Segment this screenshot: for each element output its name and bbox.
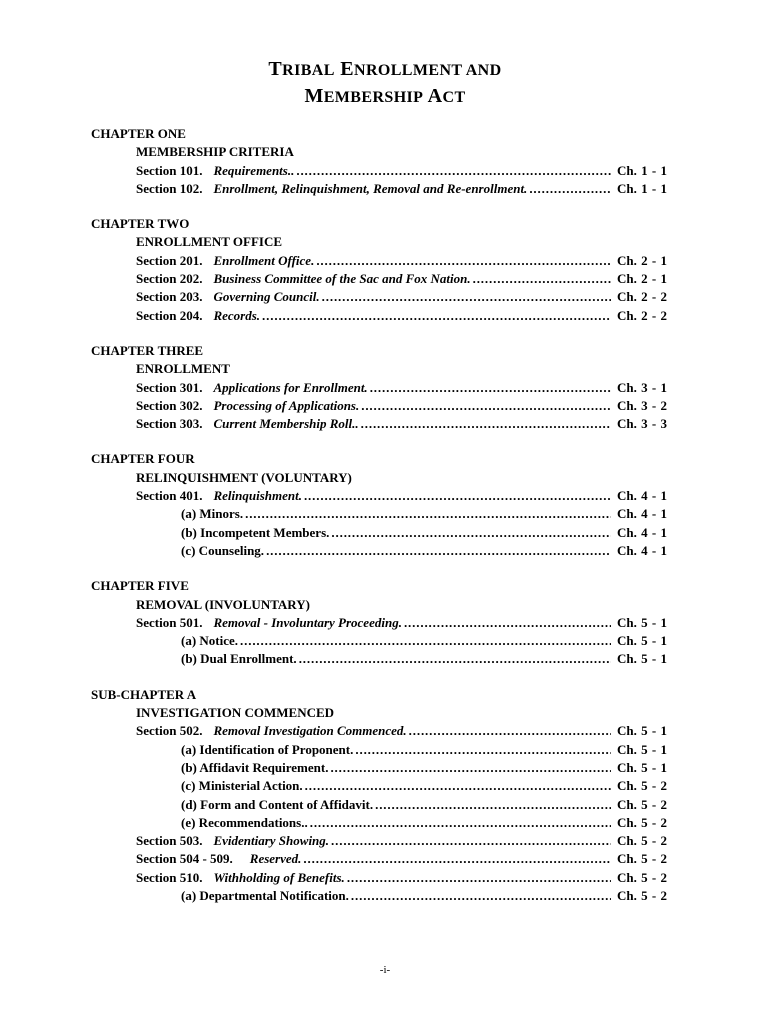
chapter-three (91, 342, 681, 433)
subsection-title: (b) Affidavit Requirement. (181, 759, 329, 775)
page-ref: Ch. 5 - 2 (617, 869, 667, 885)
section-number: Section 401. (136, 488, 203, 504)
page-ref: Ch. 5 - 2 (617, 778, 667, 794)
dot-leader (529, 180, 611, 198)
page-ref: Ch. 2 - 2 (617, 289, 667, 305)
toc-entry-section-203[interactable] (91, 288, 681, 306)
subsection-title: (c) Ministerial Action. (181, 778, 303, 794)
chapter-subheading: REMOVAL (INVOLUNTARY) (136, 596, 310, 612)
chapter-one (91, 125, 681, 198)
dot-leader (361, 397, 611, 415)
toc-entry-section-102[interactable] (91, 180, 681, 198)
page-ref: Ch. 1 - 1 (617, 180, 667, 196)
dot-leader (299, 650, 611, 668)
page-ref: Ch. 5 - 1 (617, 759, 667, 775)
sub-chapter-a (91, 686, 681, 906)
dot-leader (245, 505, 611, 523)
toc-entry-section-204[interactable] (91, 307, 681, 325)
dot-leader (316, 252, 611, 270)
page-ref: Ch. 5 - 1 (617, 633, 667, 649)
page-ref: Ch. 3 - 3 (617, 416, 667, 432)
page-number: -i- (379, 964, 391, 976)
page-ref: Ch. 5 - 2 (617, 887, 667, 903)
section-number: Section 302. (136, 397, 203, 413)
chapter-subheading: RELINQUISHMENT (VOLUNTARY) (136, 469, 352, 485)
page-ref: Ch. 4 - 1 (617, 524, 667, 540)
page-ref: Ch. 1 - 1 (617, 162, 667, 178)
page-ref: Ch. 5 - 1 (617, 614, 667, 630)
dot-leader (331, 524, 611, 542)
toc-entry-section-501[interactable] (91, 614, 681, 632)
section-title: Removal Investigation Commenced. (213, 723, 407, 739)
section-title: Requirements.. (213, 162, 295, 178)
toc-entry-section-201[interactable] (91, 252, 681, 270)
section-number: Section 303. (136, 416, 203, 432)
subsection-title: (a) Notice. (181, 633, 239, 649)
page-ref: Ch. 2 - 2 (617, 307, 667, 323)
subsection-title: (e) Recommendations.. (181, 814, 308, 830)
section-title: Current Membership Roll.. (213, 416, 359, 432)
section-title: Business Committee of the Sac and Fox Nation. (213, 271, 471, 287)
dot-leader (330, 759, 611, 777)
page-ref: Ch. 5 - 1 (617, 723, 667, 739)
toc-entry-section-510[interactable] (91, 869, 681, 887)
dot-leader (304, 487, 611, 505)
page-ref: Ch. 4 - 1 (617, 542, 667, 558)
chapter-five (91, 577, 681, 668)
page-ref: Ch. 2 - 1 (617, 252, 667, 268)
toc-subentry-401a[interactable] (91, 505, 681, 523)
chapter-four (91, 450, 681, 560)
dot-leader (404, 614, 611, 632)
toc-entry-section-202[interactable] (91, 270, 681, 288)
dot-leader (370, 379, 611, 397)
section-title: Withholding of Benefits. (213, 869, 345, 885)
section-number: Section 201. (136, 252, 203, 268)
page-ref: Ch. 5 - 2 (617, 814, 667, 830)
toc-subentry-510a[interactable] (91, 887, 681, 905)
subsection-title: (c) Counseling. (181, 542, 265, 558)
section-number: Section 301. (136, 379, 203, 395)
page-ref: Ch. 4 - 1 (617, 488, 667, 504)
page-ref: Ch. 5 - 2 (617, 833, 667, 849)
section-title: Reserved. (249, 851, 302, 867)
toc-entry-section-503[interactable] (91, 832, 681, 850)
section-title: Records. (213, 307, 261, 323)
chapter-heading: CHAPTER FIVE (91, 578, 189, 594)
chapter-heading: CHAPTER TWO (91, 216, 190, 232)
toc-subentry-401c[interactable] (91, 542, 681, 560)
dot-leader (361, 415, 611, 433)
section-title: Processing of Applications. (213, 397, 360, 413)
toc-subentry-502a[interactable] (91, 741, 681, 759)
section-title: Enrollment, Relinquishment, Removal and Re-enrollment. (213, 180, 528, 196)
section-title: Evidentiary Showing. (213, 833, 330, 849)
toc-entry-section-302[interactable] (91, 397, 681, 415)
page-ref: Ch. 4 - 1 (617, 506, 667, 522)
toc-subentry-501a[interactable] (91, 632, 681, 650)
subsection-title: (b) Incompetent Members. (181, 524, 330, 540)
dot-leader (305, 777, 611, 795)
chapter-heading: CHAPTER FOUR (91, 451, 195, 467)
toc-entry-section-101[interactable] (91, 162, 681, 180)
section-number: Section 510. (136, 869, 203, 885)
dot-leader (303, 850, 611, 868)
dot-leader (266, 542, 611, 560)
dot-leader (473, 270, 611, 288)
section-title: Applications for Enrollment. (213, 379, 368, 395)
chapter-heading: CHAPTER THREE (91, 342, 204, 358)
section-title: Removal - Involuntary Proceeding. (213, 614, 402, 630)
chapter-heading: SUB-CHAPTER A (91, 686, 197, 702)
toc-subentry-502c[interactable] (91, 777, 681, 795)
page-ref: Ch. 5 - 2 (617, 851, 667, 867)
chapter-subheading: ENROLLMENT (136, 361, 230, 377)
subsection-title: (a) Identification of Proponent. (181, 741, 354, 757)
table-of-contents (91, 125, 681, 922)
toc-subentry-502d[interactable] (91, 796, 681, 814)
page-ref: Ch. 3 - 1 (617, 379, 667, 395)
dot-leader (310, 814, 611, 832)
page-ref: Ch. 2 - 1 (617, 271, 667, 287)
dot-leader (351, 887, 611, 905)
section-title: Relinquishment. (213, 488, 302, 504)
dot-leader (375, 796, 611, 814)
chapter-subheading: INVESTIGATION COMMENCED (136, 705, 335, 721)
section-number: Section 501. (136, 614, 203, 630)
section-number: Section 502. (136, 723, 203, 739)
dot-leader (322, 288, 611, 306)
section-number: Section 203. (136, 289, 203, 305)
dot-leader (331, 832, 611, 850)
section-number: Section 504 - 509. (136, 851, 233, 867)
toc-entry-section-303[interactable] (91, 415, 681, 433)
section-title: Governing Council. (213, 289, 320, 305)
dot-leader (240, 632, 611, 650)
toc-subentry-502e[interactable] (91, 814, 681, 832)
subsection-title: (d) Form and Content of Affidavit. (181, 796, 374, 812)
document-title-line-2: MEMBERSHIP ACT (304, 85, 466, 107)
toc-subentry-502b[interactable] (91, 759, 681, 777)
section-number: Section 503. (136, 833, 203, 849)
section-number: Section 204. (136, 307, 203, 323)
toc-entry-section-301[interactable] (91, 379, 681, 397)
subsection-title: (a) Departmental Notification. (181, 887, 349, 903)
chapter-two (91, 215, 681, 325)
chapter-heading: CHAPTER ONE (91, 126, 186, 141)
section-title: Enrollment Office. (213, 252, 315, 268)
chapter-subheading: MEMBERSHIP CRITERIA (136, 144, 294, 160)
section-number: Section 202. (136, 271, 203, 287)
subsection-title: (b) Dual Enrollment. (181, 651, 297, 667)
dot-leader (262, 307, 611, 325)
toc-entry-section-502[interactable] (91, 722, 681, 740)
chapter-subheading: ENROLLMENT OFFICE (136, 234, 283, 250)
toc-subentry-401b[interactable] (91, 524, 681, 542)
toc-subentry-501b[interactable] (91, 650, 681, 668)
dot-leader (347, 869, 611, 887)
toc-entry-section-401[interactable] (91, 487, 681, 505)
page-ref: Ch. 5 - 1 (617, 741, 667, 757)
document-title-line-1: TRIBAL ENROLLMENT AND (268, 58, 502, 80)
subsection-title: (a) Minors. (181, 506, 244, 522)
page-ref: Ch. 5 - 2 (617, 796, 667, 812)
section-number: Section 101. (136, 162, 203, 178)
section-number: Section 102. (136, 180, 203, 196)
page-ref: Ch. 5 - 1 (617, 651, 667, 667)
dot-leader (355, 741, 611, 759)
page-ref: Ch. 3 - 2 (617, 397, 667, 413)
dot-leader (409, 722, 611, 740)
toc-entry-section-504-509[interactable] (91, 850, 681, 868)
dot-leader (296, 162, 611, 180)
